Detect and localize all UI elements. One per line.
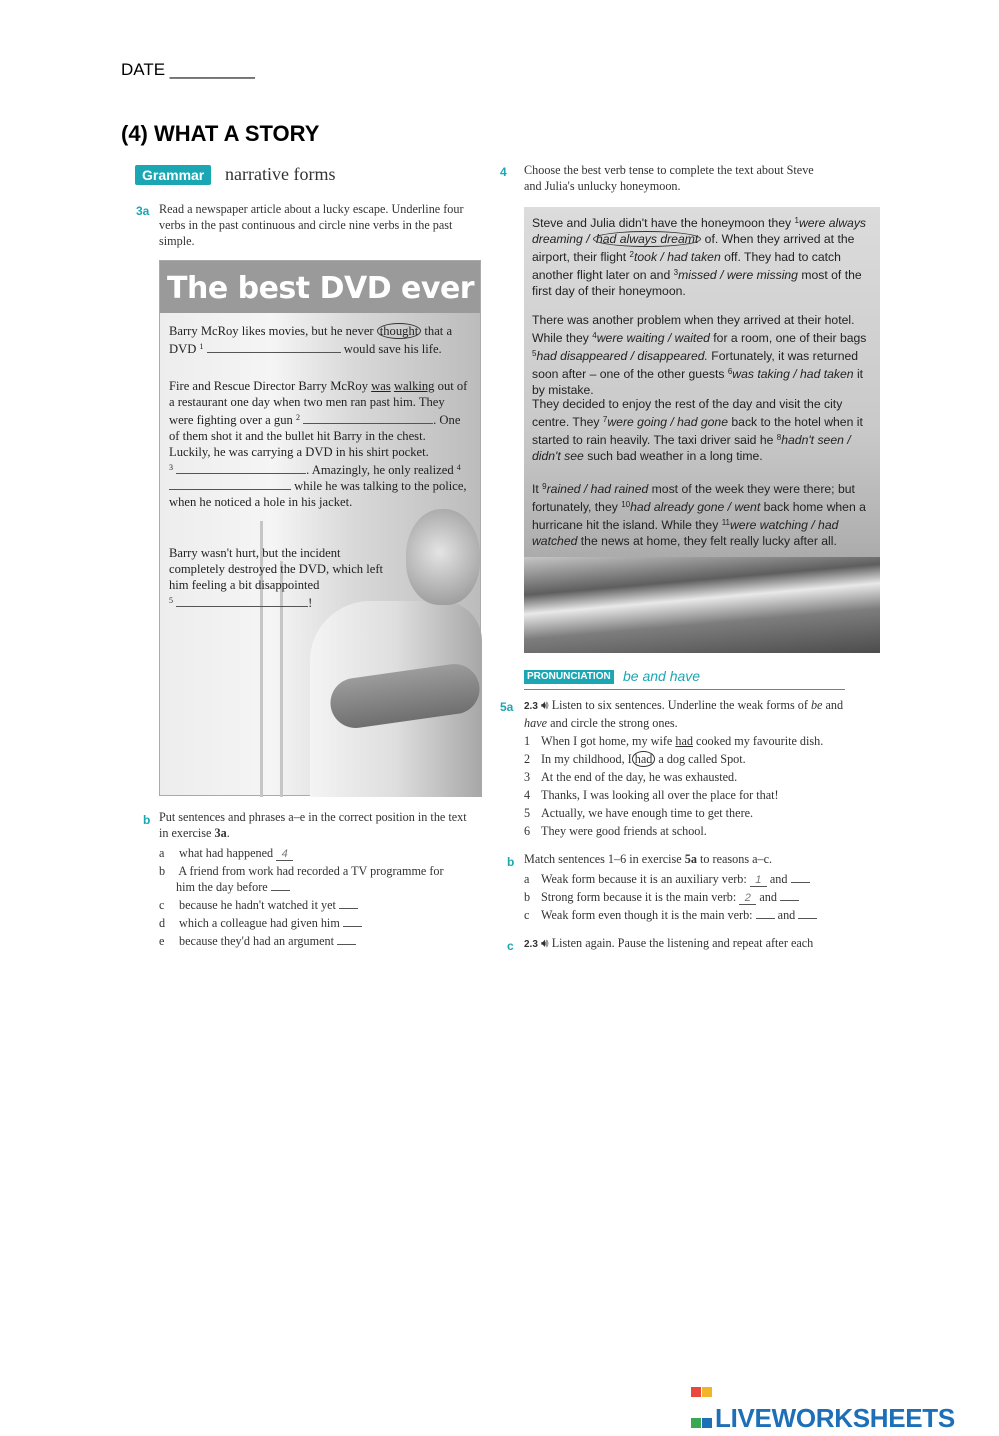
verb-option[interactable]: rained / had rained <box>546 482 649 496</box>
exercise-number: 4 <box>500 165 507 179</box>
list-item: 6 They were good friends at school. <box>524 824 707 838</box>
list-item: 4 Thanks, I was looking all over the place for that! <box>524 788 779 802</box>
answer-blank[interactable] <box>343 926 362 927</box>
story-text: it by mistake. <box>532 367 864 397</box>
underlined-verb: walking <box>393 379 435 393</box>
item-number: 4 <box>592 331 597 340</box>
instruction-text: be <box>810 698 823 712</box>
story-text: off. They had to catch another flight later on and <box>532 250 841 282</box>
gap-number: 3 <box>169 463 173 472</box>
story-text: There was another problem when they arrived at their hotel. While they <box>532 313 855 345</box>
item-number: 8 <box>776 433 782 442</box>
item-text: and <box>759 890 777 904</box>
pronunciation-header <box>524 670 845 690</box>
instruction-text: Listen again. Pause the listening and repeat after each <box>551 936 814 950</box>
item-text: Actually, we have enough time to get there. <box>541 806 754 820</box>
list-item: a Weak form because it is an auxiliary verb: 1 and <box>524 871 810 887</box>
story-paragraph <box>532 312 872 398</box>
circled-word: had <box>632 751 656 767</box>
audio-icon[interactable]: 🔊︎ <box>540 698 549 712</box>
item-number: 5 <box>532 349 537 358</box>
item-text: which a colleague had given him <box>179 916 340 930</box>
story-text: most of the first day of their honeymoon. <box>532 268 862 298</box>
item-text: and <box>777 908 796 922</box>
story-text: It <box>532 482 539 496</box>
photo-man-head <box>406 509 480 605</box>
item-text: Strong form because it is the main verb: <box>541 890 737 904</box>
answer-gap-5[interactable] <box>176 606 308 607</box>
article-paragraph <box>169 323 469 357</box>
article-text: . Amazingly, he only realized <box>306 463 454 477</box>
answer-gap-2[interactable] <box>303 423 433 424</box>
exercise-number: 3a <box>136 204 150 218</box>
list-item: 1 When I got home, my wife had cooked my favourite dish. <box>524 734 824 748</box>
exercise-instruction <box>524 697 844 731</box>
gap-number: 5 <box>169 596 173 605</box>
item-letter: c <box>159 898 165 912</box>
article-text: out of a restaurant one day when two men ran past him. They were fighting over a gun <box>169 379 468 427</box>
item-text: At the end of the day, he was exhausted. <box>541 770 738 784</box>
exercise-number: c <box>507 939 514 953</box>
answer-blank[interactable] <box>791 882 810 883</box>
article-text: Barry McRoy likes movies, but he never <box>169 324 374 338</box>
item-number: 2 <box>629 250 634 259</box>
list-item <box>159 915 362 931</box>
instruction-text: and <box>825 698 844 712</box>
verb-option[interactable]: missed / were missing <box>678 268 798 282</box>
list-item <box>159 897 358 913</box>
exercise-instruction <box>524 851 844 867</box>
page-title: (4) WHAT A STORY <box>121 121 320 146</box>
verb-option[interactable]: took / had taken <box>634 250 721 264</box>
answer-blank[interactable]: 2 <box>739 892 756 905</box>
item-letter: a <box>159 846 165 860</box>
story-text: Steve and Julia didn't have the honeymoon they <box>532 216 792 230</box>
item-number: 10 <box>621 500 631 509</box>
answer-blank[interactable] <box>798 918 817 919</box>
story-paragraph <box>532 479 872 549</box>
answer-blank[interactable]: 4 <box>276 848 293 861</box>
item-letter: e <box>159 934 165 948</box>
option-separator: / <box>586 232 590 246</box>
answer-gap-1[interactable] <box>207 352 341 353</box>
instruction-text: and circle the strong ones. <box>550 716 678 730</box>
article-panel <box>159 260 481 796</box>
exercise-number: b <box>143 813 151 827</box>
item-text: him the day before <box>176 880 268 894</box>
instruction-text: to reasons a–c. <box>699 852 773 866</box>
exercise-number: b <box>507 855 515 869</box>
answer-blank[interactable]: 1 <box>750 874 767 887</box>
story-paragraph <box>532 213 872 299</box>
item-number: 9 <box>542 482 547 491</box>
item-text: A friend from work had recorded a TV programme for <box>178 864 444 878</box>
article-text: while he was talking to the police, when he noticed a hole in his jacket. <box>169 479 467 509</box>
story-text: Fortunately, it was returned soon after – one of the other guests <box>532 349 859 381</box>
gap-number: 1 <box>199 342 204 351</box>
story-text: the news at home, they felt really lucky after all. <box>580 534 837 548</box>
story-text: of. When they arrived at the airport, their flight <box>532 232 855 264</box>
story-text: for a room, one of their bags <box>713 331 867 345</box>
verb-option[interactable]: hadn't seen / didn't see <box>532 433 851 463</box>
verb-option[interactable]: had always dreamt <box>593 231 701 247</box>
verb-option[interactable]: was taking / had taken <box>732 367 854 381</box>
article-paragraph <box>169 378 469 510</box>
grammar-topic: narrative forms <box>225 164 336 184</box>
gap-number: 2 <box>295 413 300 422</box>
item-letter: d <box>159 916 166 930</box>
verb-option[interactable]: had already gone / went <box>630 500 761 514</box>
pronunciation-badge: PRONUNCIATION <box>524 670 614 684</box>
exercise-number: 5a <box>500 700 514 714</box>
story-text: back to the hotel when it started to rain heavily. The taxi driver said he <box>532 415 863 447</box>
verb-option[interactable]: were always dreaming <box>532 216 867 246</box>
exercise-instruction: Choose the best verb tense to complete the text about Steve and Julia's unlucky honeymoon. <box>524 163 814 193</box>
list-item <box>159 933 356 949</box>
verb-option[interactable]: were going / had gone <box>607 415 728 429</box>
exercise-instruction <box>524 935 854 957</box>
item-text: and <box>769 872 788 886</box>
underlined-verb: was <box>371 379 391 393</box>
article-text: that a DVD <box>169 324 453 356</box>
instruction-text: have <box>524 716 548 730</box>
item-text: In my childhood, I <box>541 752 632 766</box>
list-item: b Strong form because it is the main verb: 2 and <box>524 889 799 905</box>
liveworksheets-logo <box>691 1374 955 1434</box>
story-text: such bad weather in a long time. <box>587 449 763 463</box>
item-text: Weak form even though it is the main verb: <box>541 908 753 922</box>
list-item <box>159 845 293 861</box>
answer-gap-4[interactable] <box>169 489 291 490</box>
date-field[interactable]: DATE _________ <box>121 60 255 79</box>
item-text: because they'd had an argument <box>179 934 334 948</box>
article-text: . One of them shot it and the bullet hit Barry in the chest. Luckily, he was carrying a DVD in his shirt pocket. <box>169 413 461 459</box>
audio-track-number[interactable]: 2.3 <box>524 701 538 712</box>
logo-icon <box>691 1374 713 1396</box>
story-text: They decided to enjoy the rest of the day and visit the city centre. They <box>532 397 843 429</box>
instruction-text: Match sentences 1–6 in exercise <box>524 852 682 866</box>
instruction-ref: 3a <box>214 826 227 840</box>
answer-gap-3[interactable] <box>176 473 306 474</box>
article-paragraph <box>169 545 391 611</box>
item-number: 3 <box>673 268 679 277</box>
audio-track-number[interactable]: 2.3 <box>524 939 538 950</box>
item-number: 6 <box>727 367 733 376</box>
list-item: 3 At the end of the day, he was exhausted. <box>524 770 738 784</box>
audio-icon[interactable]: 🔊︎ <box>540 936 549 950</box>
story-paragraph <box>532 396 872 464</box>
item-text: They were good friends at school. <box>541 824 707 838</box>
item-text: because he hadn't watched it yet <box>179 898 336 912</box>
list-item: 5 Actually, we have enough time to get there. <box>524 806 754 820</box>
article-text: Fire and Rescue Director Barry McRoy <box>169 379 368 393</box>
article-title: The best DVD ever <box>167 271 475 306</box>
exercise-instruction: Read a newspaper article about a lucky escape. Underline four verbs in the past continuous and circle nine verbs in the past simple. <box>159 202 464 248</box>
story-panel <box>524 207 880 653</box>
answer-blank[interactable] <box>337 944 356 945</box>
item-number: 7 <box>602 415 608 424</box>
instruction-text: . <box>226 826 230 840</box>
answer-blank[interactable] <box>271 890 290 891</box>
item-number: 11 <box>721 518 730 527</box>
exercise-instruction <box>159 809 479 841</box>
item-text: cooked my favourite dish. <box>696 734 824 748</box>
answer-blank[interactable] <box>780 900 799 901</box>
list-item <box>176 879 290 895</box>
story-text: most of the week they were there; but fortunately, they <box>532 482 855 514</box>
list-item <box>159 863 444 879</box>
item-text: Weak form because it is an auxiliary verb: <box>541 872 747 886</box>
grammar-badge: Grammar <box>135 165 211 185</box>
circled-verb: thought <box>377 323 421 339</box>
verb-option[interactable]: were watching / had watched <box>532 518 839 548</box>
article-text: Barry wasn't hurt, but the incident completely destroyed the DVD, which left him feeling a bit disappointed <box>169 546 384 592</box>
item-letter: b <box>159 864 166 878</box>
answer-blank[interactable] <box>756 918 775 919</box>
item-text: what had happened <box>179 846 274 860</box>
list-item: c Weak form even though it is the main verb: and <box>524 907 817 923</box>
instruction-ref: 5a <box>684 852 697 866</box>
item-text: When I got home, my wife <box>541 734 673 748</box>
article-text: ! <box>308 596 313 610</box>
pronunciation-topic: be and have <box>623 668 701 684</box>
instruction-text: Listen to six sentences. Underline the weak forms of <box>551 698 808 712</box>
logo-text: LIVEWORKSHEETS <box>715 1403 955 1433</box>
item-number: 1 <box>794 216 799 225</box>
list-item: 2 In my childhood, I had a dog called Spot. <box>524 752 746 766</box>
verb-option[interactable]: were waiting / waited <box>596 331 710 345</box>
answer-blank[interactable] <box>339 908 358 909</box>
story-text: back home when a hurricane hit the island. While they <box>532 500 866 532</box>
gap-number: 4 <box>456 463 461 472</box>
article-text: would save his life. <box>343 342 442 356</box>
item-text: a dog called Spot. <box>658 752 746 766</box>
sea-waves-image <box>524 557 880 653</box>
article-header <box>160 261 480 313</box>
verb-option[interactable]: had disappeared / disappeared. <box>536 349 708 363</box>
instruction-text: Put sentences and phrases a–e in the correct position in the text in exercise <box>159 810 467 840</box>
item-text: Thanks, I was looking all over the place for that! <box>541 788 779 802</box>
underlined-word: had <box>675 734 693 748</box>
